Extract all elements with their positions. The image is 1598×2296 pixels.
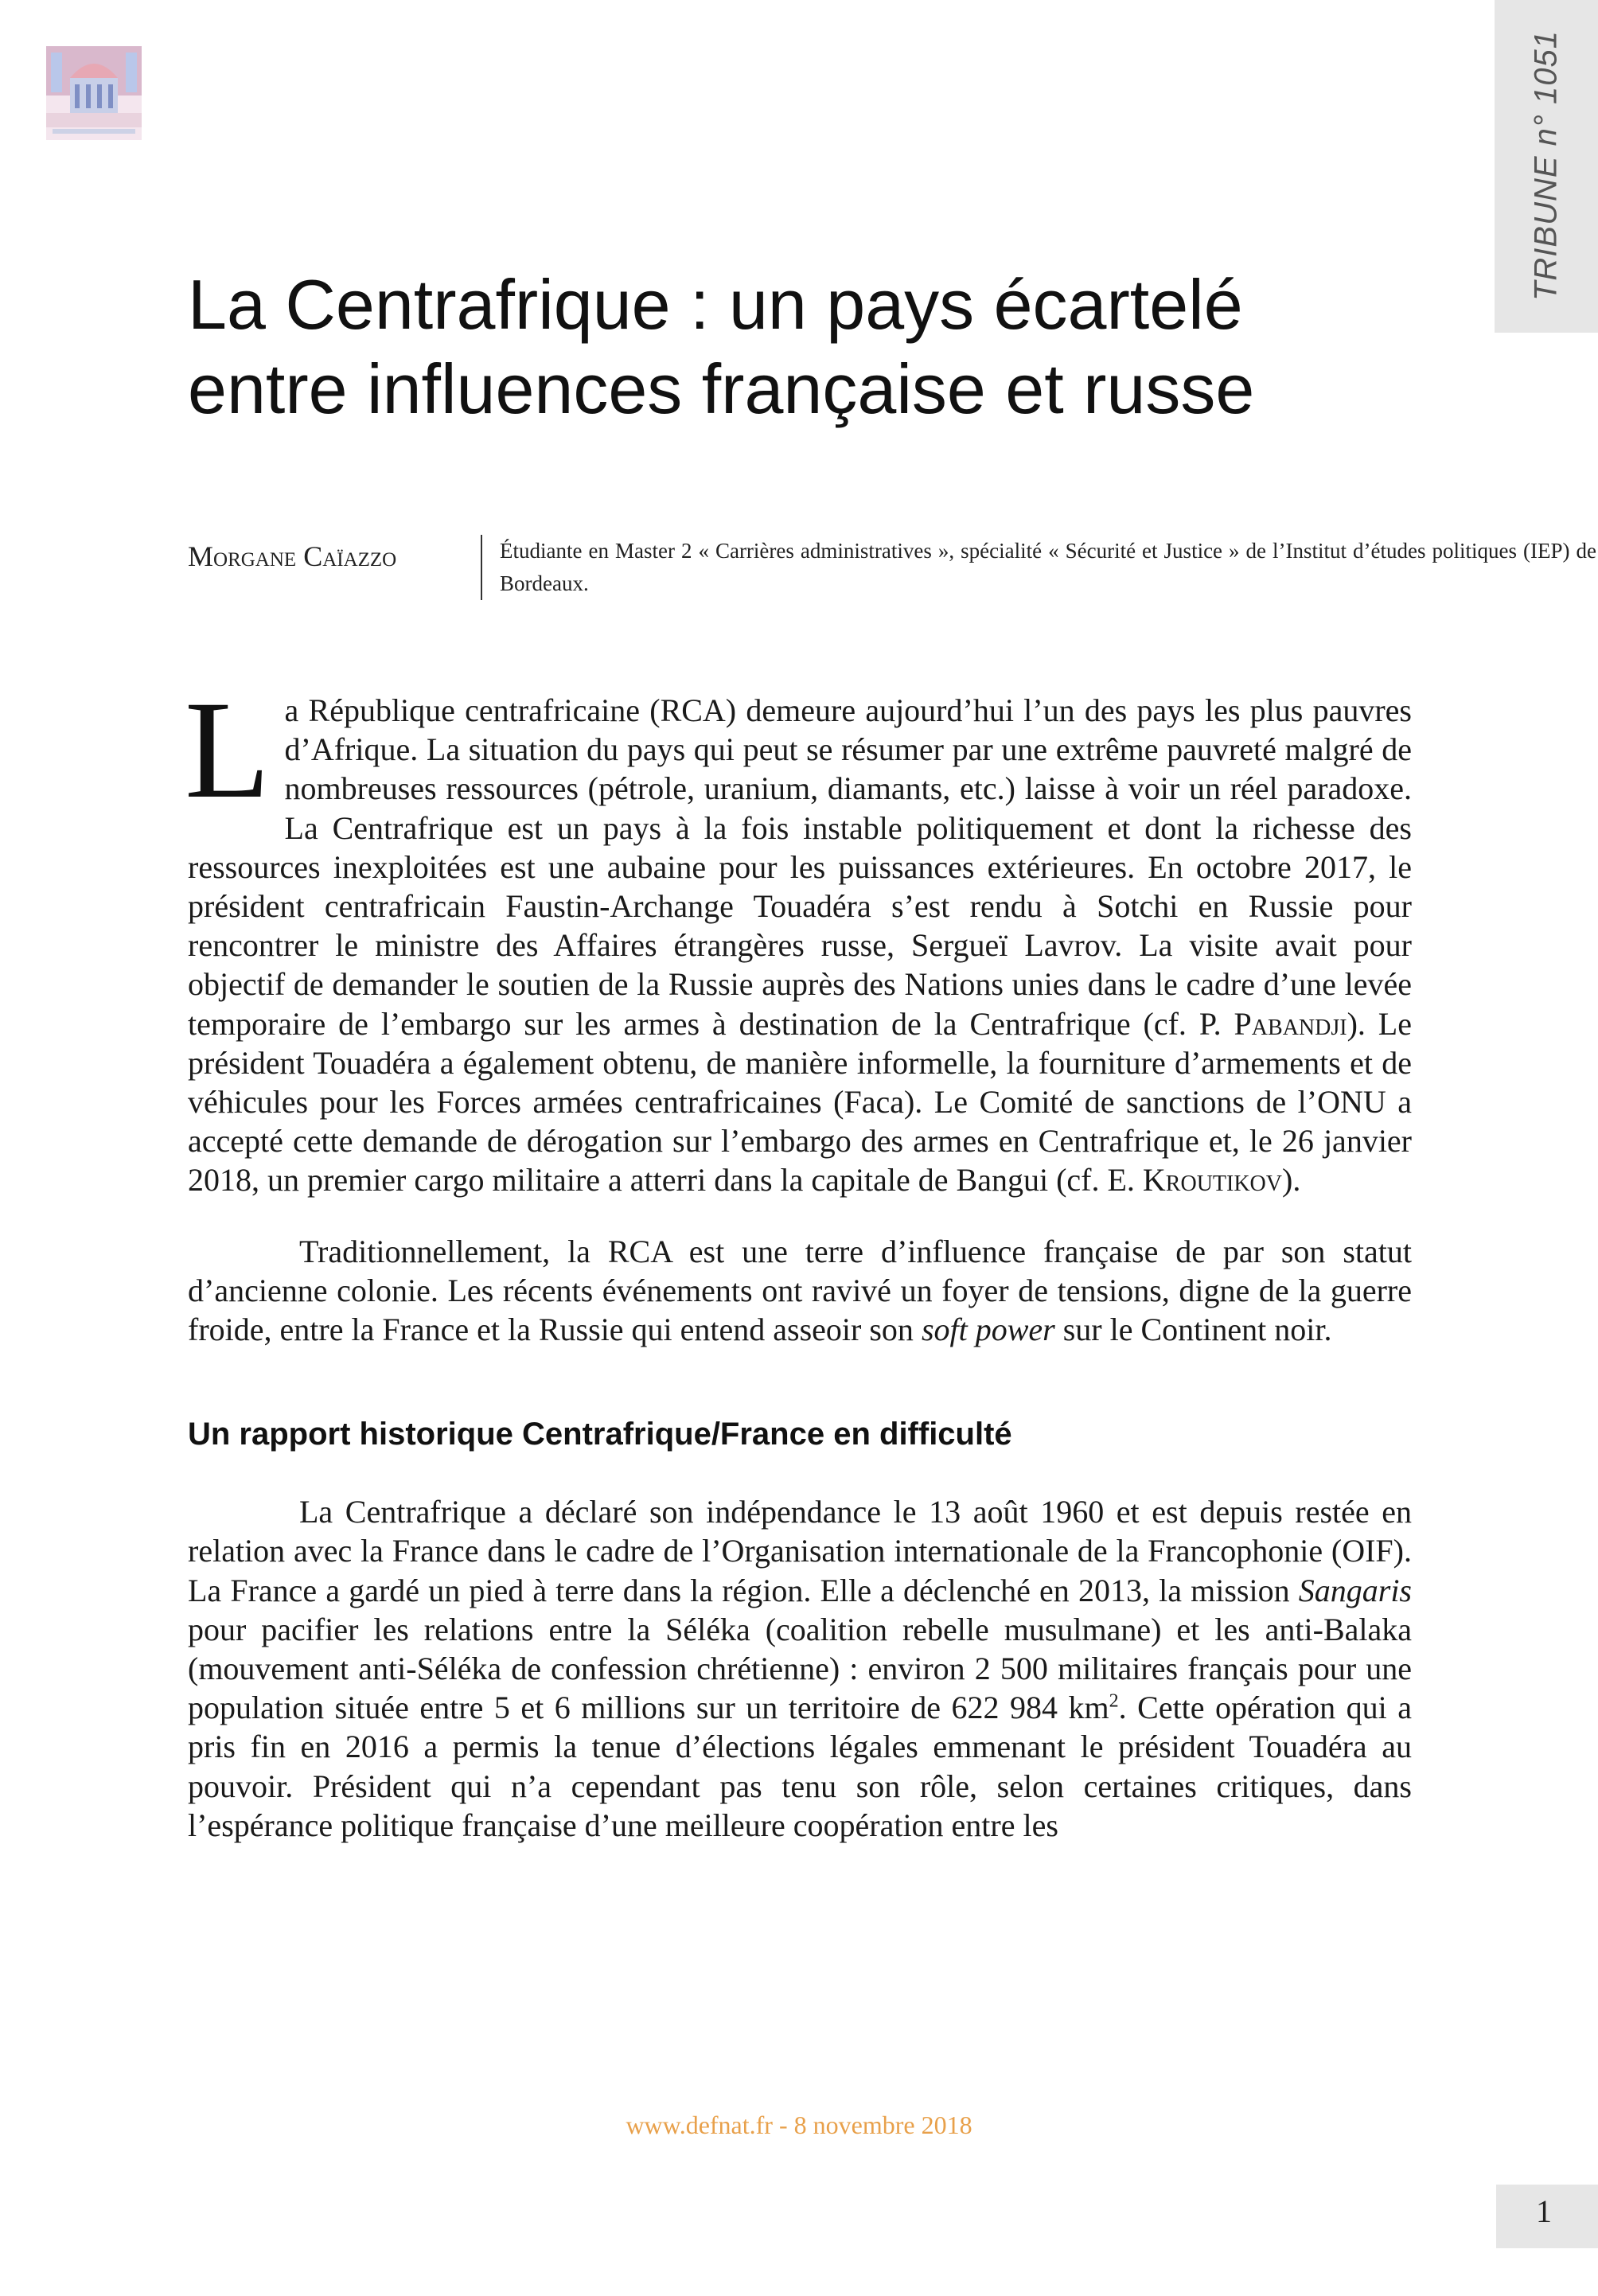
paragraph-1-text-b: ). Le président Touadéra a également obtenu, de manière informelle, la fourniture d’armements et de véhicules pour les Forces armées centrafricaines (Faca). Le Comité de sanctions de l’ONU a accepté cette demande de dérogation sur l’embargo des armes en Centrafrique et, le 26 janvier 2018, un premier cargo militaire a atterri dans la capitale de Bangui (cf. E. (188, 1005, 1412, 1199)
paragraph-1-text-c: ). (1282, 1162, 1301, 1199)
paragraph-2 (188, 1232, 1412, 1350)
title-line-2: entre influences française et russe (188, 349, 1255, 428)
tribune-label: TRIBUNE n° 1051 (1528, 29, 1564, 302)
superscript-2: 2 (1109, 1690, 1119, 1712)
author-block (188, 535, 1596, 606)
title-line-1: La Centrafrique : un pays écartelé (188, 265, 1243, 344)
footer-source: www.defnat.fr - 8 novembre 2018 (626, 2111, 972, 2139)
drop-cap: L (185, 672, 271, 828)
publication-logo (46, 46, 142, 140)
article-body (185, 672, 1412, 1845)
section-heading: Un rapport historique Centrafrique/France en difficulté (188, 1417, 1012, 1452)
paragraph-intro (185, 672, 1412, 1200)
article-title (188, 263, 1429, 431)
author-bio: Étudiante en Master 2 « Carrières administratives », spécialité « Sécurité et Justice » de l’Institut d’études politiques (IEP) de Bordeaux. (500, 539, 1596, 595)
paragraph-2-italic: soft power (921, 1312, 1055, 1348)
paragraph-3 (188, 1492, 1412, 1845)
paragraph-2-text-a: Traditionnellement, la RCA est une terre d’influence française de par son statut d’ancienne colonie. Les récents événements ont ravivé un foyer de tensions, digne de la guerre froide, entre la France et la Russie qui entend asseoir son (188, 1233, 1412, 1348)
citation-pabandji: Pabandji (1234, 1005, 1347, 1042)
paragraph-3-text-c: . Cette opération qui a pris fin en 2016 a permis la tenue d’élections légales emmenant le président Touadéra au pouvoir. Président qui n’a cependant pas tenu son rôle, selon certaines critiques, dans l’espérance politique française d’une meilleure coopération entre les (188, 1690, 1412, 1843)
author-name (188, 540, 396, 573)
paragraph-3-text-a: La Centrafrique a déclaré son indépendance le 13 août 1960 et est depuis restée en relation avec la France dans le cadre de l’Organisation internationale de la Francophonie (OIF). La France a gardé un pied à terre dans la région. Elle a déclenché en 2013, la mission (188, 1494, 1412, 1608)
author-last-name: Caïazzo (303, 540, 397, 572)
author-first-name: Morgane (188, 540, 304, 572)
page-number: 1 (1536, 2193, 1552, 2229)
author-divider (481, 535, 482, 600)
paragraph-2-text-b: sur le Continent noir. (1054, 1312, 1332, 1348)
paragraph-3-text-b: pour pacifier les relations entre la Séléka (coalition rebelle musulmane) et les anti-Balaka (mouvement anti-Séléka de confession chrétienne) : environ 2 500 militaires français pour une population située entre 5 et 6 millions sur un territoire de 622 984 km (188, 1611, 1412, 1726)
paragraph-1-text-a: a République centrafricaine (RCA) demeure aujourd’hui l’un des pays les plus pauvres d’Afrique. La situation du pays qui peut se résumer par une extrême pauvreté malgré de nombreuses ressources (pétrole, uranium, diamants, etc.) laisse à voir un réel paradoxe. La Centrafrique est un pays à la fois instable politiquement et dont la richesse des ressources inexploitées est une aubaine pour les puissances extérieures. En octobre 2017, le président centrafricain Faustin-Archange Touadéra s’est rendu à Sotchi en Russie pour rencontrer le ministre des Affaires étrangères russe, Sergueï Lavrov. La visite avait pour objectif de demander le soutien de la Russie auprès des Nations unies dans le cadre d’une levée temporaire de l’embargo sur les armes à destination de la Centrafrique (cf. P. (188, 692, 1412, 1042)
paragraph-3-italic: Sangaris (1298, 1572, 1412, 1608)
citation-kroutikov: Kroutikov (1142, 1162, 1282, 1199)
